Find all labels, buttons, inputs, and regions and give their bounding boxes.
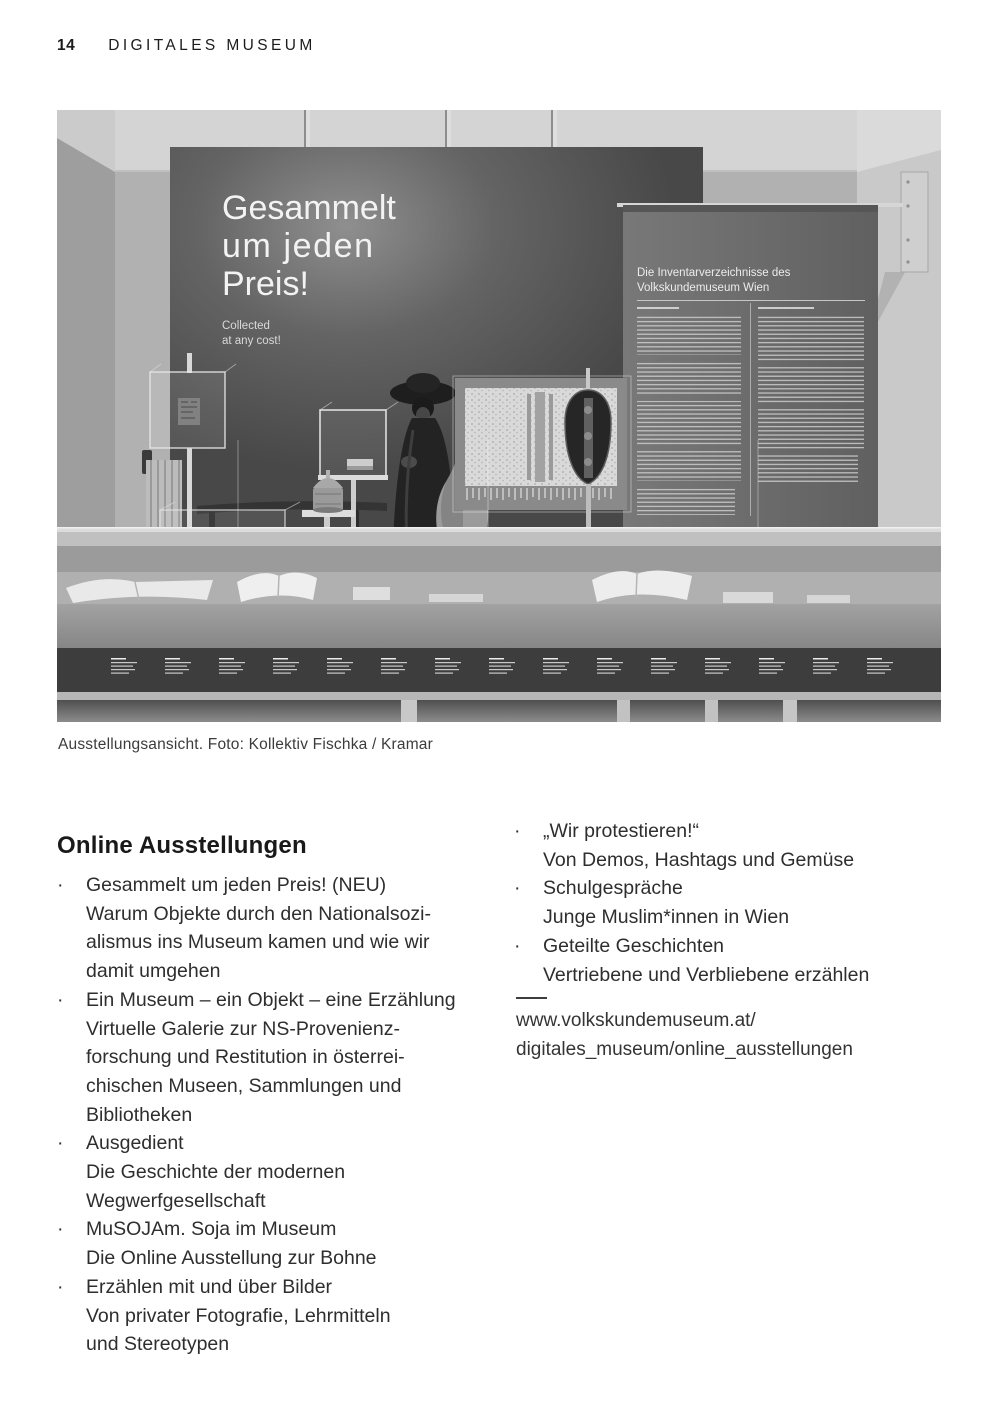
wall-title-line1: Gesammelt	[222, 189, 396, 227]
wall-subtitle-line2: at any cost!	[222, 335, 281, 347]
list-item	[57, 1129, 509, 1215]
list-item	[514, 817, 962, 874]
page-number: 14	[57, 37, 76, 54]
bullet-marker: ·	[57, 1132, 64, 1155]
list-item-text: Ausgedient Die Geschichte der modernen Wegwerfgesellschaft	[86, 1132, 346, 1212]
list-item	[57, 871, 509, 986]
photo-caption: Ausstellungsansicht. Foto: Kollektiv Fischka / Kramar	[58, 736, 433, 753]
bullet-marker: ·	[514, 820, 521, 842]
list-item-text: Ein Museum – ein Objekt – eine Erzählung Virtuelle Galerie zur NS-Provenienz- forschung und Restitution in österrei- chischen Museen, Sammlungen und Bibliotheken	[86, 988, 456, 1126]
bullet-marker: ·	[57, 874, 64, 896]
list-item	[514, 874, 962, 931]
vitrine-glass-edge	[57, 527, 941, 529]
bullet-marker: ·	[514, 877, 521, 900]
section-title: DIGITALES MUSEUM	[108, 37, 316, 54]
banner-title-line2: Volkskundemuseum Wien	[637, 282, 770, 294]
list-item-text: Geteilte Geschichten Vertriebene und Verbliebene erzählen	[543, 934, 870, 986]
bullet-marker: ·	[57, 988, 64, 1011]
running-head	[57, 37, 316, 55]
exhibition-photo-svg	[57, 110, 941, 722]
object-labels-row	[99, 656, 899, 680]
wall-title-line3: Preis!	[222, 265, 309, 303]
list-item-text: „Wir protestieren!“ Von Demos, Hashtags und Gemüse	[543, 820, 855, 871]
wall-bracket	[901, 172, 928, 272]
list-item-text: Erzählen mit und über Bilder Von privater Fotografie, Lehrmitteln und Stereotypen	[86, 1275, 391, 1356]
exhibition-list-left	[57, 871, 509, 1359]
list-item	[57, 1273, 509, 1359]
list-item-text: MuSOJAm. Soja im Museum Die Online Ausstellung zur Bohne	[86, 1218, 377, 1270]
list-item-text: Gesammelt um jeden Preis! (NEU) Warum Objekte durch den Nationalsozi- alismus ins Museum kamen und wie wir damit umgehen	[86, 874, 432, 983]
bullet-marker: ·	[514, 934, 521, 957]
exhibition-photo	[57, 110, 941, 722]
exhibition-list-right	[514, 817, 962, 989]
website-url	[516, 1007, 853, 1064]
list-item	[57, 986, 509, 1130]
divider-rule	[516, 997, 547, 999]
list-item	[514, 932, 962, 989]
url-line-1: www.volkskundemuseum.at/	[516, 1010, 756, 1031]
list-item-text: Schulgespräche Junge Muslim*innen in Wien	[543, 877, 790, 929]
url-line-2: digitales_museum/online_ausstellungen	[516, 1038, 853, 1060]
article-heading: Online Ausstellungen	[57, 831, 307, 859]
banner-title-line1: Die Inventarverzeichnisse des	[637, 267, 791, 279]
bullet-marker: ·	[57, 1218, 64, 1241]
list-item	[57, 1215, 509, 1272]
wall-title-line2: um jeden	[222, 227, 373, 265]
wall-subtitle-line1: Collected	[222, 320, 270, 332]
bullet-marker: ·	[57, 1275, 64, 1298]
